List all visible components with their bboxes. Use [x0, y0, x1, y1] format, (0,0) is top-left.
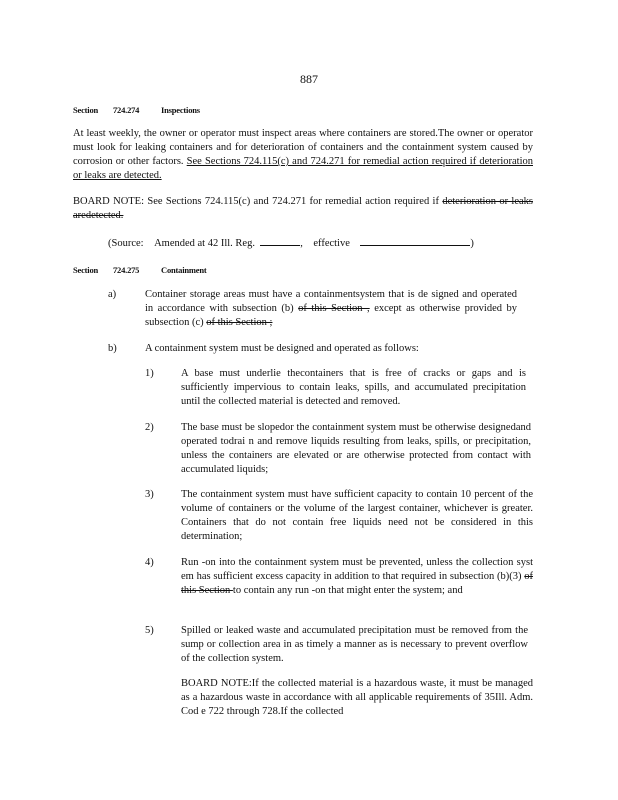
item-b-text: A containment system must be designed and operated as follows: [145, 343, 419, 354]
source-note [108, 235, 533, 251]
subitem-4-part: to contain any run -on that might enter the system; and [232, 585, 463, 596]
board-note-deleted-text: deterioration or leaks aredetected. [73, 196, 533, 221]
board-note-subitem-5: BOARD NOTE:If the collected material is a hazardous waste, it must be managed as a hazardous waste in accordance with all applicable requirements of 35Ill. Adm. Cod e 722 through 728.If the collected [181, 678, 533, 717]
subitem-1-text: A base must underlie thecontainers that is free of cracks or gaps and is sufficiently impervious to contain leaks, spills, and accumulated precipitation until the collected material is detected and removed. [181, 368, 526, 407]
section-word: Section [73, 265, 99, 275]
subitem-1-label: 1) [145, 368, 154, 379]
item-a-part: except as otherwise provided by subsection (c) [145, 303, 517, 328]
item-a-deleted: of this Section , [298, 303, 370, 314]
source-open: (Source: [108, 238, 144, 249]
subitem-2-label: 2) [145, 422, 154, 433]
subitem-4-deleted: of this Section [181, 571, 533, 596]
inspections-paragraph [73, 127, 533, 183]
section-title: Inspections [161, 105, 200, 115]
board-note-inspections [73, 195, 533, 223]
source-close: ) [470, 238, 474, 249]
inspections-added-text: See Sections 724.115(c) and 724.271 for remedial action required if deterioration or leaks are detected. [73, 156, 533, 181]
board-note-text: BOARD NOTE: See Sections 724.115(c) and 724.271 for remedial action required if [73, 196, 443, 207]
subitem-3-text: The containment system must have sufficient capacity to contain 10 percent of the volume of containers or the volume of the largest container, whichever is greater. Containers that do not contain free liquids need not be considered in this determination; [181, 489, 533, 542]
item-a-text [145, 288, 517, 330]
section-word: Section [73, 105, 99, 115]
source-amended: Amended at 42 Ill. Reg. [154, 238, 255, 249]
page-number: 887 [300, 72, 318, 86]
subitem-3-label: 3) [145, 489, 154, 500]
subitem-4-label: 4) [145, 557, 154, 568]
subitem-4-text [181, 556, 533, 598]
item-b-label: b) [108, 343, 117, 354]
section-heading-724-274 [73, 103, 200, 117]
section-title: Containment [161, 265, 207, 275]
section-heading-724-275 [73, 263, 207, 277]
subitem-4-part: Run -on into the containment system must be prevented, unless the collection syst em has sufficient excess capacity in addition to that required in subsection (b)(3) [181, 557, 533, 582]
register-blank [260, 235, 300, 246]
subitem-5-text: Spilled or leaked waste and accumulated precipitation must be removed from the sump or collection area in as timely a manner as is necessary to prevent overflow of the collection system. [181, 625, 528, 664]
item-a-deleted: of this Section ; [206, 317, 273, 328]
subitem-5-label: 5) [145, 625, 154, 636]
subitem-2-text: The base must be slopedor the containment system must be otherwise designedand operated todrai n and remove liquids resulting from leaks, spills, or precipitation, unless the containers are elevated or are otherwise protected from contact with accumulated liquids; [181, 422, 531, 475]
item-a-part: Container storage areas must have a containmentsystem that is de signed and operated in accordance with subsection (b) [145, 289, 517, 314]
effective-date-blank [360, 235, 470, 246]
source-comma: , [300, 238, 303, 249]
inspections-text: At least weekly, the owner or operator must inspect areas where containers are stored.The owner or operator must look for leaking containers and for deterioration of containers and the containment system caused by corrosion or other factors. [73, 128, 533, 167]
item-a-label: a) [108, 289, 117, 300]
section-number: 724.275 [113, 265, 140, 275]
section-number: 724.274 [113, 105, 140, 115]
source-effective: effective [313, 238, 350, 249]
